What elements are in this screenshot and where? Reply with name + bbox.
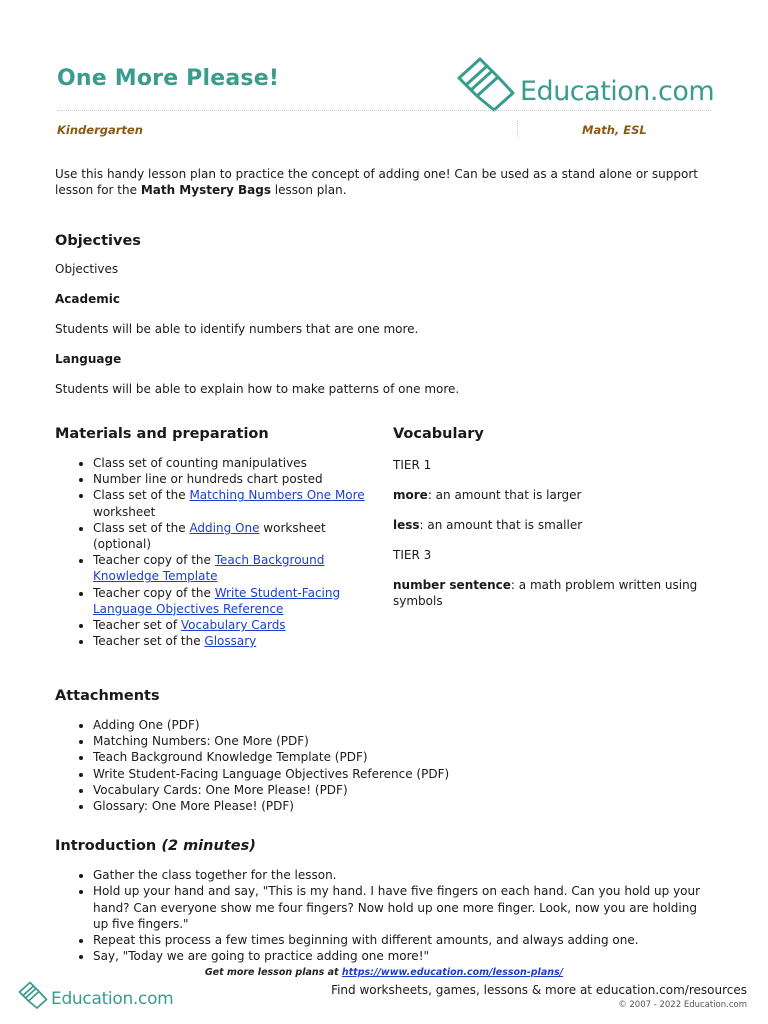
materials-item: • Teacher copy of the Write Student-Facing Language Objectives Reference — [93, 585, 375, 617]
glossary-link[interactable]: Glossary — [204, 634, 257, 649]
grade-label: Kindergarten — [57, 123, 143, 137]
introduction-step: • Repeat this process a few times beginning with different amounts, and always adding one. — [93, 932, 705, 948]
attachments-list — [55, 717, 715, 814]
introduction-heading: Introduction (2 minutes) — [55, 838, 256, 855]
logo-wordmark: Education.com — [520, 75, 715, 107]
lesson-plans-link[interactable]: https://www.education.com/lesson-plans/ — [341, 967, 564, 978]
language-label: Language — [55, 352, 122, 366]
introduction-step: • Say, "Today we are going to practice adding one more!" — [93, 948, 705, 964]
vocabulary-heading: Vocabulary — [393, 426, 484, 442]
language-objective: Students will be able to explain how to make patterns of one more. — [55, 382, 460, 396]
subject-label: Math, ESL — [582, 123, 647, 137]
adding-one-link[interactable]: Adding One — [189, 520, 260, 535]
materials-section — [55, 426, 375, 649]
language-objectives-link[interactable]: Write Student-Facing Language Objectives Reference — [93, 585, 341, 616]
vocab-number-sentence: number sentence: a math problem written using symbols — [393, 578, 698, 608]
education-logo-icon — [18, 981, 48, 1009]
introduction-step: • Gather the class together for the lesson. — [93, 867, 705, 883]
attachment-item: • Matching Numbers: One More (PDF) — [93, 733, 715, 749]
education-logo-icon — [456, 56, 516, 112]
materials-item: • Teacher copy of the Teach Background Knowledge Template — [93, 552, 375, 584]
materials-item: • Class set of counting manipulatives — [93, 455, 375, 471]
footer-copyright: © 2007 - 2022 Education.com — [618, 1000, 747, 1010]
background-knowledge-link[interactable]: Teach Background Knowledge Template — [93, 553, 325, 584]
matching-numbers-link[interactable]: Matching Numbers One More — [189, 488, 365, 503]
attachment-item: • Vocabulary Cards: One More Please! (PDF) — [93, 782, 715, 798]
introduction-list — [55, 867, 715, 964]
page-title: One More Please! — [57, 66, 280, 91]
lesson-content — [55, 166, 715, 964]
materials-item: • Teacher set of the Glossary — [93, 633, 375, 649]
vocab-more: more: an amount that is larger — [393, 488, 582, 502]
materials-item: • Teacher set of Vocabulary Cards — [93, 617, 375, 633]
materials-item: • Class set of the Adding One worksheet (optional) — [93, 520, 375, 552]
header-divider — [57, 110, 711, 111]
footer-logo-wordmark: Education.com — [51, 989, 174, 1009]
objectives-heading: Objectives — [55, 233, 141, 249]
two-column-section — [55, 426, 715, 688]
mystery-bags-title: Math Mystery Bags — [140, 183, 271, 197]
tier3-label: TIER 3 — [393, 548, 432, 562]
attachments-heading: Attachments — [55, 688, 160, 704]
materials-list — [55, 455, 375, 649]
objectives-subtext: Objectives — [55, 262, 119, 276]
introduction-step: • Hold up your hand and say, "This is my hand. I have five fingers on each hand. Can you hold up your hand? Can everyone show me four fingers? Now hold up one more finger. Look, now you are holding up five fingers." — [93, 883, 705, 932]
materials-heading: Materials and preparation — [55, 426, 269, 442]
intro-paragraph: Use this handy lesson plan to practice the concept of adding one! Can be used as a stand alone or support lesson for the Math Mystery Bags lesson plan. — [55, 167, 698, 197]
materials-item: • Class set of the Matching Numbers One More worksheet — [93, 487, 375, 519]
attachment-item: • Adding One (PDF) — [93, 717, 715, 733]
footer-resources: Find worksheets, games, lessons & more at education.com/resources — [331, 983, 747, 997]
introduction-duration: (2 minutes) — [161, 838, 256, 855]
education-logo[interactable] — [456, 56, 714, 112]
attachment-item: • Glossary: One More Please! (PDF) — [93, 798, 715, 814]
meta-divider — [517, 120, 518, 138]
vocab-less: less: an amount that is smaller — [393, 518, 583, 532]
attachment-item: • Write Student-Facing Language Objectives Reference (PDF) — [93, 766, 715, 782]
vocabulary-section — [393, 426, 713, 609]
academic-objective: Students will be able to identify numbers that are one more. — [55, 322, 419, 336]
tier1-label: TIER 1 — [393, 458, 432, 472]
vocabulary-cards-link[interactable]: Vocabulary Cards — [180, 618, 286, 633]
footer-cta: Get more lesson plans at https://www.education.com/lesson-plans/ — [204, 967, 564, 978]
attachment-item: • Teach Background Knowledge Template (PDF) — [93, 749, 715, 765]
footer-logo[interactable] — [18, 981, 173, 1009]
materials-item: • Number line or hundreds chart posted — [93, 471, 375, 487]
academic-label: Academic — [55, 292, 120, 306]
